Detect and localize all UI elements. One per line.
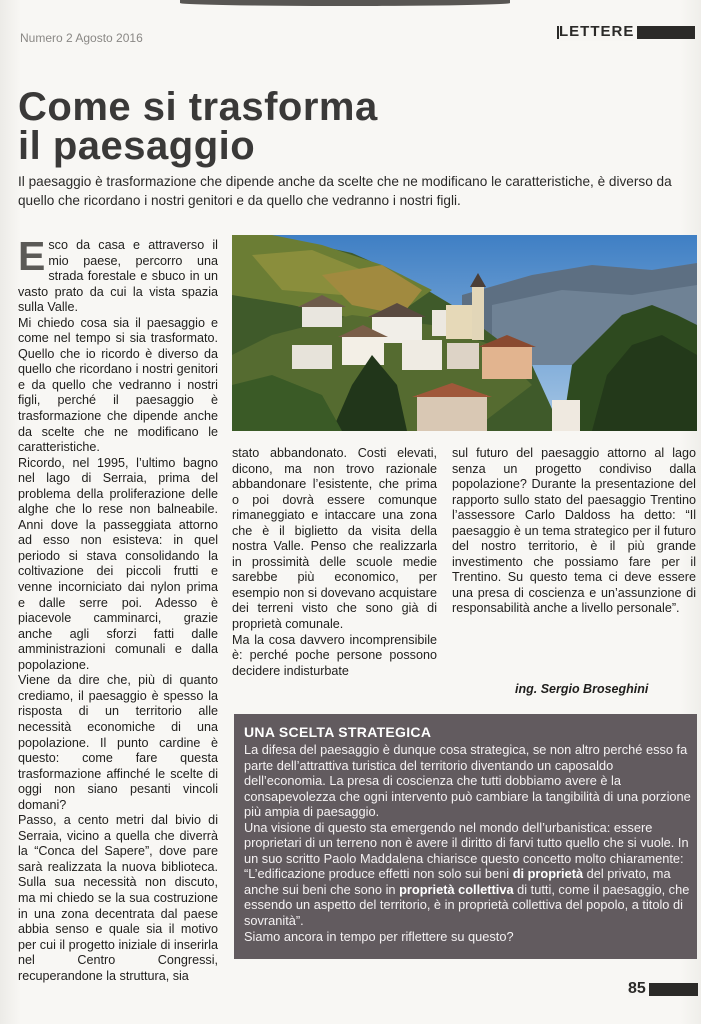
box-paragraph — [244, 820, 691, 929]
box-title: UNA SCELTA STRATEGICA — [244, 724, 432, 740]
box-paragraph: Siamo ancora in tempo per riflettere su questo? — [244, 928, 514, 944]
box-text — [244, 742, 691, 944]
article-title — [18, 85, 378, 168]
article-column-2 — [232, 446, 437, 679]
paragraph-text: sco da casa e attraverso il mio paese, percorro una strada forestale e sbuco in un vasto prato da cui la vista spazia sulla Valle. — [18, 238, 218, 315]
author-signature: ing. Sergio Broseghini — [515, 682, 649, 696]
page-number: 85 — [628, 980, 649, 998]
photo-illustration — [232, 235, 697, 431]
paragraph — [18, 233, 218, 316]
text-run: Una visione di questo sta emergendo nel mondo dell’urbanistica: essere proprietari di un terreno non è avere il diritto di farvi tutto quello che si vuole. In un suo scritto Paolo Maddalena chiarisce questo concetto molto chiaramente: “L’edificazione produce effetti non solo sui beni — [244, 819, 689, 882]
bold-text: di proprietà — [512, 866, 584, 882]
title-line-1: Come si trasforma — [18, 85, 378, 129]
issue-label: Numero 2 Agosto 2016 — [20, 31, 143, 45]
paragraph: Viene da dire che, più di quanto crediamo, il paesaggio è spesso la risposta di un territorio alle necessità economiche di una popolazione. Il punto cardine è questo: come fare questa trasformazione affinché le scelte di oggi non siano pesanti vincoli domani? — [18, 673, 218, 812]
paragraph: Passo, a cento metri dal bivio di Serraia, vicino a quella che diverrà la “Conca del Sapere”, dove pare sarà realizzata la nuova biblioteca. Sulla sua necessità non discuto, ma mi chiedo se la sua costruzione in una zona decentrata dal paese abbia senso e quale sia il motivo per cui il progetto iniziale di inserirla nel Centro Congressi, recuperandone la struttura, sia — [18, 813, 218, 983]
box-paragraph: La difesa del paesaggio è dunque cosa strategica, se non altro perché esso fa parte dell’attrattiva turistica del territorio diventando un caposaldo dell’economia. La presa di coscienza che tutti dobbiamo avere è la consapevolezza che ogni intervento può cambiare la tangibilità di una porzione più ampia di paesaggio. — [244, 742, 691, 820]
drop-cap: E — [18, 233, 46, 279]
paragraph: Ricordo, nel 1995, l’ultimo bagno nel lago di Serraia, prima del problema della proliferazione delle alghe che lo rese non balneabile. Anni dove la passeggiata attorno ad esso non esisteva: in quel periodo si stava consolidando la coltivazione dei piccoli frutti e venne incorniciato dai nylon prima e dalle serre poi. Adesso è piacevole camminarci, grazie anche agli sforzi fatti dalle amministrazioni comunali e dalla popolazione. — [18, 455, 218, 672]
article-lead: Il paesaggio è trasformazione che dipende anche da scelte che ne modificano le caratteristiche, è diverso da quello che ricordano i nostri genitori e da quello che vedranno i nostri figli. — [18, 174, 672, 208]
paragraph: stato abbandonato. Costi elevati, dicono, ma non trovo razionale abbandonare l’esistente, che prima o poi dovrà essere comunque rimaneggiato e intaccare una zona che è il biglietto da visita della nostra Valle. Penso che realizzarla in prossimità delle scuole medie sarebbe più economico, per esempio non si dovevano acquistare dei terreni visto che sono già di proprietà comunale. — [232, 446, 437, 632]
village-landscape-photo — [232, 235, 697, 431]
sidebar-box — [234, 714, 697, 959]
bold-text: proprietà collettiva — [399, 881, 514, 897]
article-column-3 — [452, 446, 696, 617]
text-run: del privato, ma anche sui beni che sono in — [244, 866, 671, 897]
paragraph: sul futuro del paesaggio attorno al lago senza un progetto condiviso dalla popolazione? Durante la presentazione del rapporto sullo stato del paesaggio Trentino l’assessore Carlo Daldoss ha detto: “Il paesaggio è un tema strategico per il futuro del nostro territorio, è il più grande investimento che possiamo fare per il Trentino. Su questo tema ci deve essere una presa di coscienza e un’assunzione di responsabilità anche a livello personale”. — [452, 446, 696, 616]
article-column-1 — [18, 233, 218, 984]
title-line-2: il paesaggio — [18, 124, 256, 168]
section-label: LETTERE — [559, 22, 637, 41]
scan-shadow — [180, 0, 510, 6]
paragraph: Ma la cosa davvero incomprensibile è: perché poche persone possono decidere indisturbate — [232, 632, 437, 678]
paragraph: Mi chiedo cosa sia il paesaggio e come nel tempo si sia trasformato. Quello che io ricordo è diverso da quello che ricordano i nostri genitori e da quello che vedranno i nostri figli, perché il paesaggio è trasformazione che dipende anche da scelte che ne modificano le caratteristiche. — [18, 315, 218, 455]
text-run: di tutti, come il paesaggio, che essendo un aspetto del territorio, è in proprietà collettiva del popolo, a titolo di sovranità”. — [244, 881, 690, 929]
